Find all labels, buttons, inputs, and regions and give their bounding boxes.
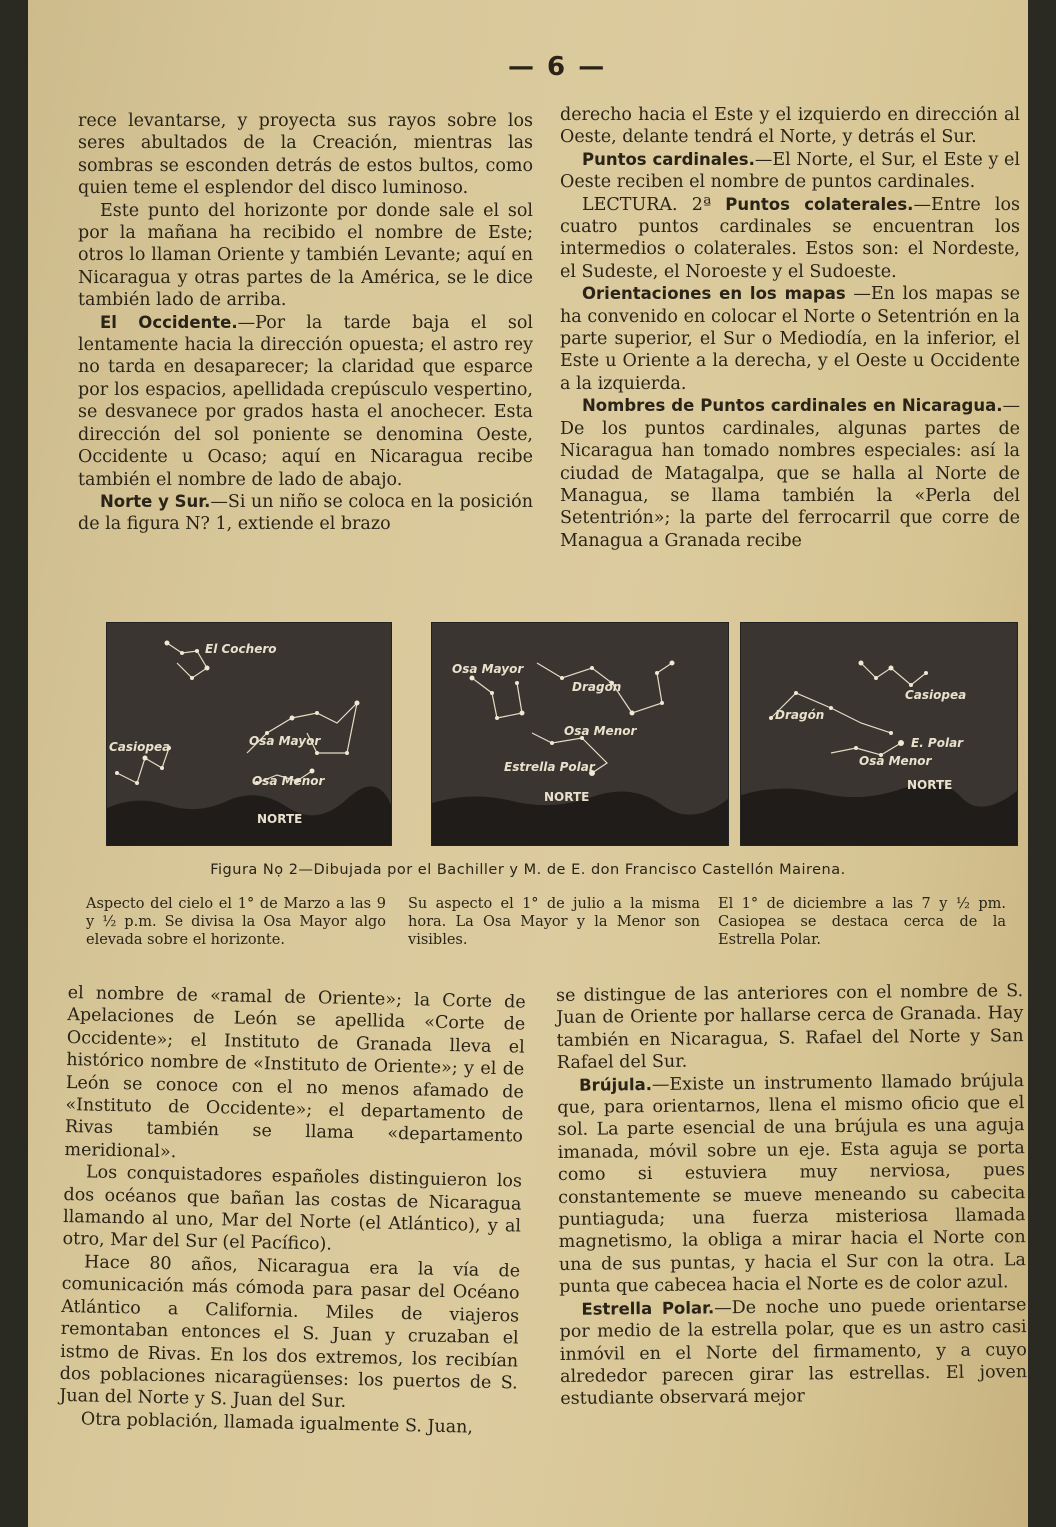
paragraph-text: —En los mapas se ha convenido en colocar el Norte o Setentrión en la parte superior, el Sur o Mediodía, en la inferior, el Este u Oriente a la derecha, y el Oeste u Occidente a la izquierda.: [560, 284, 1020, 394]
section-heading: Brújula.: [578, 1074, 653, 1095]
sky-illustration-july: [431, 622, 729, 846]
figure-caption: Figura Nọ 2—Dibujada por el Bachiller y M. de E. don Francisco Castellón Mairena.: [210, 862, 846, 878]
paragraph-text: —Existe un instrumento llamado brújula que, para orientarnos, llena el mismo oficio que el sol. La parte esencial de una brújula es una aguja imanada, móvil sobre un eje. Esta aguja se porta como si estuviera muy nerviosa, pues constantemente se mueve meneando su cabecita puntiaguda; una fuerza misteriosa llamada magnetismo, la obliga a mirar hacia el Norte con una de sus puntas, y hacia el Sur con la otra. La punta que cabecea hacia el Norte es de color azul.: [557, 1070, 1027, 1298]
label-norte: NORTE: [907, 778, 953, 792]
paragraph: [78, 200, 533, 312]
paragraph-text: — De los puntos cardinales, algunas partes de Nicaragua han tomado nombres especiales: así la ciudad de Matagalpa, que se halla al Norte de Managua, se llama también la «Perla del Setentrión»; la parte del ferrocarril que corre de Managua a Granada recibe: [560, 396, 1020, 551]
section-heading: Puntos colaterales.: [725, 194, 914, 214]
paragraph: [64, 982, 526, 1171]
label-norte: NORTE: [544, 790, 590, 804]
headed-paragraph: [78, 491, 533, 536]
label-casiopea: Casiopea: [905, 688, 967, 702]
headed-paragraph: [557, 1070, 1026, 1299]
text-column-3: [59, 982, 526, 1440]
section-heading: El Occidente.: [100, 312, 238, 332]
label-norte: NORTE: [257, 812, 303, 826]
label-osa-menor: Osa Menor: [859, 754, 932, 768]
headed-paragraph: [559, 1294, 1027, 1411]
label-dragon: Dragón: [572, 680, 622, 694]
sky-illustration-december: [740, 622, 1018, 846]
paragraph-text: —El Norte, el Sur, el Este y el Oeste reciben el nombre de puntos cardinales.: [560, 149, 1020, 193]
label-casiopea: Casiopea: [109, 740, 171, 754]
paragraph-text: —De noche uno puede orientarse por medio de la estrella polar, que es un astro casi inmóvil en el Norte del firmamento, y a cuyo alrededor parecen girar las estrellas. El joven estudiante observará mejor: [559, 1294, 1028, 1410]
paragraph-text: —Entre los cuatro puntos cardinales se encuentran los intermedios o colaterales. Estos son: el Nordeste, el Sudeste, el Noroeste y el Sudoeste.: [560, 194, 1020, 282]
text-column-4: [556, 980, 1027, 1411]
text-column-1: [78, 110, 533, 536]
paragraph-text: derecho hacia el Este y el izquierdo en dirección al Oeste, delante tendrá el Norte, y detrás el Sur.: [560, 105, 1020, 148]
section-heading: Nombres de Puntos cardinales en Nicaragua.: [582, 396, 1003, 416]
text-column-2: [560, 104, 1020, 552]
paragraph-text: —Si un niño se coloca en la posición de la figura N? 1, extiende el brazo: [78, 491, 533, 535]
panel-description-2: Su aspecto el 1° de julio a la misma hora. La Osa Mayor y la Menor son visibles.: [408, 896, 700, 948]
headed-paragraph: [560, 149, 1020, 194]
label-dragon: Dragón: [775, 708, 825, 722]
headed-paragraph: [560, 194, 1020, 284]
label-osa-menor: Osa Menor: [564, 724, 637, 738]
paragraph-text: Este punto del horizonte por donde sale el sol por la mañana ha recibido el nombre de Este; otros lo llaman Oriente y también Levante; aquí en Nicaragua y otras partes de la América, se le dice también lado de arriba.: [78, 200, 533, 311]
section-heading: Norte y Sur.: [100, 491, 211, 511]
panel-description-3: El 1° de diciembre a las 7 y ½ pm. Casiopea se destaca cerca de la Estrella Polar.: [718, 896, 1006, 948]
label-el-cochero: El Cochero: [205, 642, 277, 656]
paragraph: [59, 1251, 520, 1417]
paragraph: [62, 1161, 522, 1260]
section-heading: Puntos cardinales.: [582, 149, 755, 169]
paragraph-text: Los conquistadores españoles distinguieron los dos océanos que bañan las costas de Nicaragua llamando al uno, Mar del Norte (el Atlántico), y al otro, Mar del Sur (el Pacífico).: [62, 1162, 523, 1256]
label-estrella-polar: Estrella Polar: [504, 760, 595, 774]
headed-paragraph: [78, 312, 533, 491]
book-page: [28, 0, 1028, 1527]
paragraph: [560, 104, 1020, 149]
headed-paragraph: [560, 283, 1020, 395]
paragraph-text: Hace 80 años, Nicaragua era la vía de comunicación más cómoda para pasar del Océano Atlántico a California. Miles de viajeros remontaban entonces el S. Juan y cruzaban el istmo de Rivas. En los dos extremos, los recibían dos poblaciones nicaragüenses: los puertos de S. Juan del Norte y S. Juan del Sur.: [59, 1252, 521, 1413]
paragraph-text: —Por la tarde baja el sol lentamente hacia la dirección opuesta; el astro rey no tarda en desaparecer; la claridad que esparce por los espacios, apellidada crepúsculo vespertino, se desvanece por grados hasta el anochecer. Esta dirección del sol poniente se denomina Oeste, Occidente u Ocaso; aquí en Nicaragua recibe también el nombre de lado de abajo.: [78, 312, 534, 490]
label-osa-mayor: Osa Mayor: [249, 734, 321, 748]
panel-description-1: Aspecto del cielo el 1° de Marzo a las 9 y ½ p.m. Se divisa la Osa Mayor algo elevada sobre el horizonte.: [86, 896, 386, 948]
paragraph-text: Otra población, llamada igualmente S. Juan,: [80, 1409, 474, 1438]
label-osa-menor: Osa Menor: [252, 774, 325, 788]
paragraph: [556, 980, 1024, 1075]
section-heading: Orientaciones en los mapas: [582, 284, 846, 304]
label-osa-mayor: Osa Mayor: [452, 662, 524, 676]
headed-paragraph: [560, 395, 1020, 552]
section-heading: Estrella Polar.: [581, 1298, 715, 1319]
label-e-polar: E. Polar: [911, 736, 964, 750]
lesson-label: LECTURA. 2ª: [582, 194, 726, 215]
sky-illustration-march: [106, 622, 392, 846]
paragraph-text: se distingue de las anteriores con el nombre de S. Juan de Oriente por hallarse cerca de Granada. Hay también en Nicaragua, S. Rafael del Norte y San Rafael del Sur.: [556, 981, 1024, 1074]
figure-panels: [106, 622, 1008, 847]
paragraph-text: el nombre de «ramal de Oriente»; la Corte de Apelaciones de León se apellida «Corte de Occidente»; el Instituto de Granada lleva el histórico nombre de «Instituto de Oriente»; y el de León se conoce con el no menos afamado de «Instituto de Occidente»; el departamento de Rivas también se llama «departamento meridional».: [64, 982, 526, 1163]
paragraph-text: rece levantarse, y proyecta sus rayos sobre los seres abultados de la Creación, mientras las sombras se esconden detrás de estos bultos, como quien teme el esplendor del disco luminoso.: [78, 111, 533, 199]
page-number: — 6 —: [508, 52, 607, 82]
paragraph: [78, 110, 533, 200]
